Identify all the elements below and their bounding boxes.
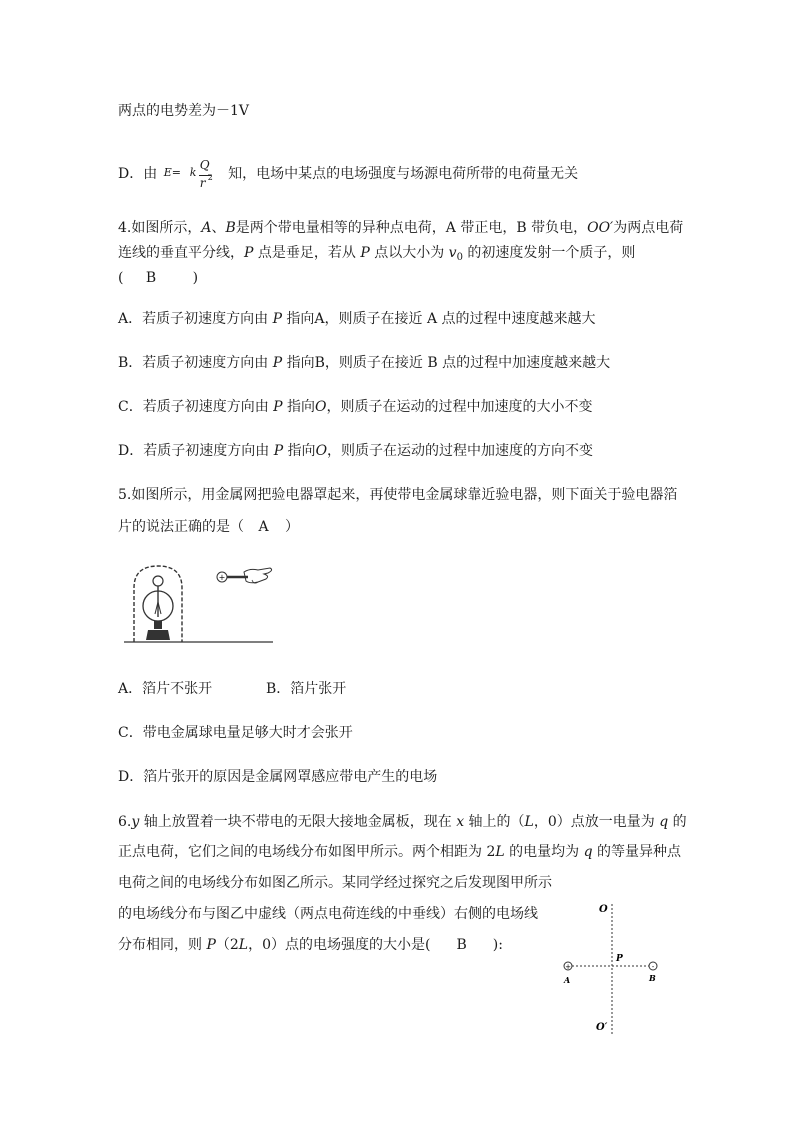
var-x: x: [456, 814, 465, 830]
text: 6.: [118, 814, 132, 830]
var-q: q: [583, 844, 593, 860]
var-l: L: [238, 937, 249, 953]
text: 的初速度发射一个质子，则: [462, 245, 636, 261]
electroscope-stand: [154, 621, 162, 629]
hand-icon: [244, 568, 272, 583]
text: 点是垂足，若从: [253, 245, 361, 261]
text: 、: [211, 220, 226, 236]
text: （2: [215, 937, 239, 953]
var-p: P: [273, 443, 284, 459]
paren-close: ): [192, 270, 199, 286]
paren-open: (: [118, 270, 124, 286]
text: 点以大小为: [369, 245, 449, 261]
text: A．若质子初速度方向由: [118, 311, 273, 327]
electroscope-knob: [153, 576, 163, 586]
text: 轴上放置着一块不带电的无限大接地金属板，现在: [139, 814, 457, 830]
answer: A: [258, 519, 269, 535]
var-l: L: [524, 814, 534, 830]
q5-option-d: [118, 767, 437, 787]
var-q: q: [659, 814, 669, 830]
formula-r: r: [199, 176, 206, 190]
text: D．箔片张开的原因是金属网罩感应带电产生的电场: [118, 769, 438, 785]
var-p: P: [273, 399, 283, 415]
text: 指向A，则质子在接近 A 点的过程中速度越来越大: [281, 311, 596, 327]
var-p: P: [360, 245, 370, 261]
text: 指向: [283, 443, 316, 459]
q4-stem-line1: [118, 218, 683, 238]
formula-e: E: [163, 166, 172, 179]
label-b: B: [649, 973, 656, 983]
text: ，则质子在运动的过程中加速度的大小不变: [326, 399, 593, 415]
var-p: P: [272, 311, 282, 327]
var-v: v: [448, 245, 457, 261]
q6-stem-line3: [118, 873, 552, 893]
option-label: D．由: [118, 166, 158, 182]
var-a: A: [201, 220, 212, 236]
q6-stem-line5: [118, 935, 503, 955]
var-p: P: [272, 355, 283, 371]
q5-stem-line1: [118, 485, 677, 505]
label-a: A: [564, 975, 571, 985]
formula-equals: =: [171, 166, 181, 179]
q5-option-c: [118, 723, 353, 743]
text: ):: [492, 937, 503, 953]
var-l: L: [495, 844, 505, 860]
text: 片的说法正确的是（: [118, 519, 244, 535]
charge-sign: +: [565, 963, 571, 971]
answer: B: [456, 937, 467, 953]
q4-option-b: [118, 353, 610, 373]
electroscope-figure: [118, 560, 288, 650]
text: C．带电金属球电量足够大时才会张开: [118, 725, 353, 741]
q6-stem-line2: [118, 842, 681, 862]
label-o-prime: O′: [596, 1022, 608, 1033]
q5-stem-line2: [118, 517, 299, 537]
answer: B: [145, 270, 157, 286]
q6-stem-line4: [118, 904, 538, 924]
q4-option-c: [118, 397, 593, 417]
q3-option-d: [118, 160, 578, 188]
formula-q: Q: [199, 158, 210, 172]
formula-coulomb: [162, 160, 224, 188]
q4-option-a: [118, 309, 596, 329]
text: D．若质子初速度方向由: [118, 443, 274, 459]
text: 连线的垂直平分线，: [118, 245, 244, 261]
text: ，则质子在运动的过程中加速度的方向不变: [327, 443, 594, 459]
text: ，0）点放一电量为: [533, 814, 660, 830]
text: 的等量异种点: [592, 844, 681, 860]
option-text: 知，电场中某点的电场强度与场源电荷所带的电荷量无关: [228, 166, 579, 182]
text: 的电量均为: [504, 844, 584, 860]
q4-stem-line2: [118, 243, 635, 268]
charge-sign: -: [651, 963, 655, 971]
text: ）: [285, 519, 300, 535]
electroscope-base: [146, 630, 170, 640]
text: 指向B，则质子在接近 B 点的过程中加速度越来越大: [282, 355, 611, 371]
text: C．若质子初速度方向由: [118, 399, 274, 415]
formula-k: k: [189, 166, 197, 179]
q6-stem-line1: [118, 812, 687, 832]
text: 5.如图所示，用金属网把验电器罩起来，再使带电金属球靠近验电器，则下面关于验电器箔: [118, 487, 678, 503]
label-p: P: [616, 954, 623, 964]
dipole-figure: [556, 896, 666, 1036]
charge-sign: +: [218, 573, 226, 582]
option-b: B．箔片张开: [266, 681, 347, 697]
option-a: A．箔片不张开: [118, 681, 213, 697]
text: 电荷之间的电场线分布如图乙所示。某同学经过探究之后发现图甲所示: [118, 875, 552, 891]
formula-exp: 2: [207, 173, 213, 182]
var-b: B: [225, 220, 236, 236]
var-p: P: [244, 245, 254, 261]
q4-option-d: [118, 441, 593, 461]
label-o: O: [599, 904, 608, 915]
text: 的电场线分布与图乙中虚线（两点电荷连线的中垂线）右侧的电场线: [118, 906, 538, 922]
text: B．若质子初速度方向由: [118, 355, 273, 371]
text-line-potential-difference: [118, 101, 249, 121]
text: 分布相同，则: [118, 937, 207, 953]
q5-options-ab: [118, 679, 347, 699]
var-y: y: [131, 814, 140, 830]
text: 是两个带电量相等的异种点电荷，A 带正电，B 带负电，: [235, 220, 588, 236]
text: 的: [668, 814, 687, 830]
var-oo: OO′: [587, 220, 614, 236]
text: 指向: [282, 399, 316, 415]
text: 正点电荷，它们之间的电场线分布如图甲所示。两个相距为 2: [118, 844, 496, 860]
var-o: O: [315, 443, 328, 459]
text: 为两点电荷: [613, 220, 684, 236]
text: 两点的电势差为－1V: [118, 103, 250, 119]
subscript: 0: [456, 252, 463, 263]
text: 4.如图所示，: [118, 220, 202, 236]
text: ，0）点的电场强度的大小是(: [248, 937, 431, 953]
var-o: O: [315, 399, 327, 415]
q4-answer-line: [118, 268, 198, 288]
text: 轴上的（: [464, 814, 525, 830]
var-p: P: [206, 937, 216, 953]
